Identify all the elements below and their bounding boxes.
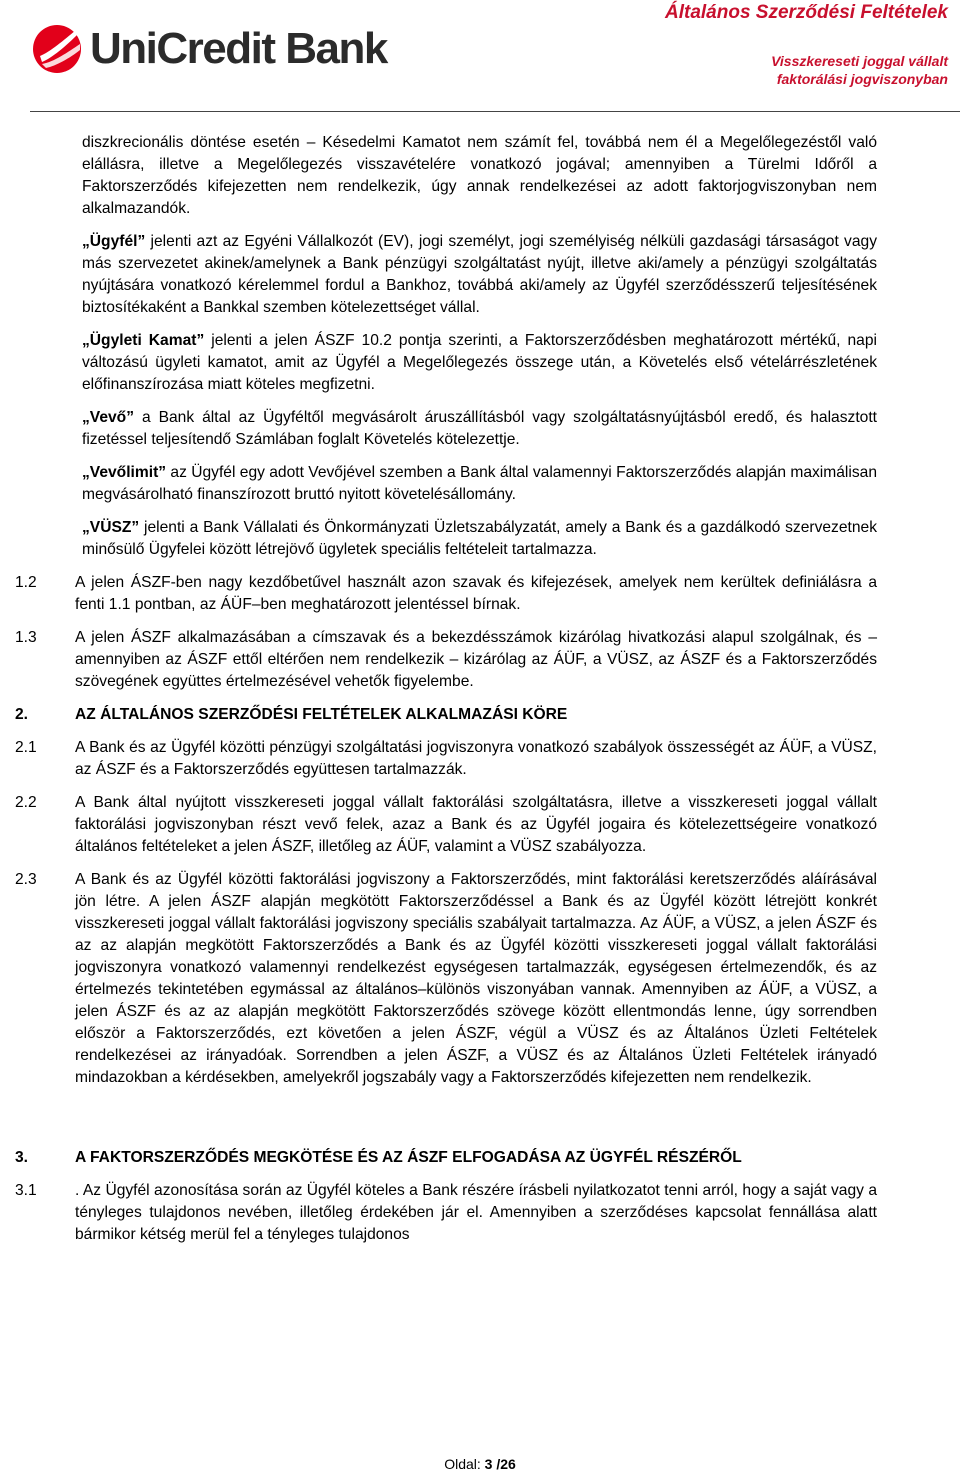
logo-text: UniCredit Bank xyxy=(90,24,387,73)
section-text: A jelen ÁSZF alkalmazásában a címszavak és a bekezdésszámok kizárólag hivatkozási alapul szolgálnak, és – amennyiben az ÁSZF ettől eltérően nem rendelkezik – kizárólag az ÁÜF, a VÜSZ, az ÁSZF és a Faktorszerződés szövegének együttes értelmezésével vehetők figyelembe. xyxy=(75,629,877,690)
document-subtitle xyxy=(771,52,948,88)
section-number: 3.1 xyxy=(15,1182,37,1199)
section-text: A Bank és az Ügyfél közötti faktorálási jogviszony a Faktorszerződés, mint faktorálási keretszerződés aláírásával jön létre. A jelen ÁSZF alapján megkötött Faktorszerződéssel a Bank és az Ügyfél között létrejött konkrét visszkereseti joggal vállalt faktorálási jogviszony speciális szabályait tartalmazza. Az ÁÜF, a VÜSZ, a jelen ÁSZF és az az alapján megkötött Faktorszerződés a Bank és az Ügyfél közötti visszkereseti joggal vállalt faktorálási jogviszonyra vonatkozó valamennyi rendelkezést egységesen tartalmazzák, egységesen értelmezendők, és az értelmezés tekintetében egymással az általános–különös viszonyában vannak. Amennyiben az ÁÜF, a VÜSZ, a jelen ÁSZF és az az alapján megkötött Faktorszerződés szövege között ellentmondás lenne, úgy sorrendben először a Faktorszerződés, ezt követően a jelen ÁSZF, végül a VÜSZ és az Általános Üzleti Feltételek rendelkezései az irányadóak. Sorrendben a jelen ÁSZF, a VÜSZ és az Általános Üzleti Feltételek irányadó mindazokban a kérdésekben, amelyekről jogszabály vagy a Faktorszerződés kifejezetten nem rendelkezik. xyxy=(75,871,877,1086)
unicredit-globe-icon xyxy=(30,22,84,76)
definition-text: jelenti a Bank Vállalati és Önkormányzati Üzletszabályzatát, amely a Bank és a gazdálkodó szervezetnek minősülő Ügyfelei között létrejövő ügyletek speciális feltételeit tartalmazza. xyxy=(82,519,877,558)
definition-ugyleti-kamat xyxy=(82,330,877,396)
section-2-2 xyxy=(15,792,877,858)
definition-vevolimit xyxy=(82,462,877,506)
definition-text: jelenti a jelen ÁSZF 10.2 pontja szerinti, a Faktorszerződésben meghatározott mértékű, napi változású ügyleti kamatot, amit az Ügyfél a Megelőlegezés összege után, a Követelés első vételárrészletének előfinanszírozása miatt köteles megfizetni. xyxy=(82,332,877,393)
page-label: Oldal: xyxy=(444,1456,485,1472)
section-text: A Bank által nyújtott visszkereseti joggal vállalt faktorálási szolgáltatásra, illetve a visszkereseti joggal vállalt faktorálási jogviszonyban részt vevő felek, azaz a Bank és az Ügyfél jogaira és kötelezettségeire vonatkozó általános feltételeket a jelen ÁSZF, illetőleg az ÁÜF, valamint a VÜSZ szabályozza. xyxy=(75,794,877,855)
section-title: AZ ÁLTALÁNOS SZERZŐDÉSI FELTÉTELEK ALKALMAZÁSI KÖRE xyxy=(75,706,568,723)
section-number: 3. xyxy=(15,1149,29,1166)
page-footer xyxy=(0,1456,960,1472)
section-text: A Bank és az Ügyfél közötti pénzügyi szolgáltatási jogviszonyra vonatkozó szabályok összességét az ÁÜF, a VÜSZ, az ÁSZF és a Faktorszerződés együttesen tartalmazzák. xyxy=(75,739,877,778)
definition-term: „Ügyleti Kamat” xyxy=(82,332,205,349)
definition-vevo xyxy=(82,407,877,451)
section-2-1 xyxy=(15,737,877,781)
page-number: 3 /26 xyxy=(484,1456,516,1472)
definition-text: a Bank által az Ügyféltől megvásárolt áruszállításból vagy szolgáltatásnyújtásból eredő, és halasztott fizetéssel teljesítendő Számlában foglalt Követelés kötelezettje. xyxy=(82,409,877,448)
document-body xyxy=(0,132,960,1246)
definition-vusz xyxy=(82,517,877,561)
section-3-1 xyxy=(15,1180,877,1246)
section-3-heading xyxy=(15,1147,877,1169)
section-2-3 xyxy=(15,869,877,1089)
section-number: 2.1 xyxy=(15,739,37,756)
header-divider xyxy=(30,111,960,112)
section-1-3 xyxy=(15,627,877,693)
section-1-2 xyxy=(15,572,877,616)
section-title: A FAKTORSZERZŐDÉS MEGKÖTÉSE ÉS AZ ÁSZF ELFOGADÁSA AZ ÜGYFÉL RÉSZÉRŐL xyxy=(75,1149,742,1166)
definition-term: „Vevő” xyxy=(82,409,135,426)
definition-text: jelenti azt az Egyéni Vállalkozót (EV), jogi személyt, jogi személyiség nélküli gazdasági társaságot vagy más szervezetet akinek/amelynek a Bank pénzügyi szolgáltatást nyújt, illetve aki/amely a pénzügyi szolgáltatás nyújtására vonatkozó kérelemmel fordul a Bankhoz, továbbá aki/amely az Ügyfél szerződésszerű teljesítésének biztosítékaként a Bankkal szemben kötelezettséget vállal. xyxy=(82,233,877,316)
section-text: A jelen ÁSZF-ben nagy kezdőbetűvel használt azon szavak és kifejezések, amelyek nem kerültek definiálásra a fenti 1.1 pontban, az ÁÜF–ben meghatározott jelentéssel bírnak. xyxy=(75,574,877,613)
definition-term: „Ügyfél” xyxy=(82,233,146,250)
section-text: . Az Ügyfél azonosítása során az Ügyfél köteles a Bank részére írásbeli nyilatkozatot tenni arról, hogy a saját vagy a tényleges tulajdonos nevében, illetőleg érdekében jár el. Amennyiben a szerződéses kapcsolat fennállása alatt bármikor kétség merül fel a tényleges tulajdonos xyxy=(75,1182,877,1243)
continued-paragraph: diszkrecionális döntése esetén – Késedelmi Kamatot nem számít fel, továbbá nem él a Megelőlegezéstől való elállásra, illetve a Megelőlegezés visszavételére vonatkozó jogával; amennyiben a Türelmi Időről a Faktorszerződés kifejezetten nem rendelkezik, úgy annak rendelkezései az adott faktorjogviszonyban nem alkalmazandók. xyxy=(82,134,877,217)
definition-term: „VÜSZ” xyxy=(82,519,140,536)
document-title: Általános Szerződési Feltételek xyxy=(665,2,948,23)
unicredit-logo xyxy=(30,22,387,76)
document-subtitle-line2: faktorálási jogviszonyban xyxy=(776,71,948,87)
definition-ugyfel xyxy=(82,231,877,319)
definition-text: az Ügyfél egy adott Vevőjével szemben a Bank által valamennyi Faktorszerződés alapján maximálisan megvásárolható finanszírozott bruttó nyitott követelésállomány. xyxy=(82,464,877,503)
section-number: 2.2 xyxy=(15,794,37,811)
section-number: 2. xyxy=(15,706,29,723)
document-subtitle-line1: Visszkereseti joggal vállalt xyxy=(771,53,948,69)
section-number: 2.3 xyxy=(15,871,37,888)
definition-term: „Vevőlimit” xyxy=(82,464,167,481)
section-2-heading xyxy=(15,704,877,726)
page-header xyxy=(0,0,960,112)
section-number: 1.3 xyxy=(15,629,37,646)
section-number: 1.2 xyxy=(15,574,37,591)
